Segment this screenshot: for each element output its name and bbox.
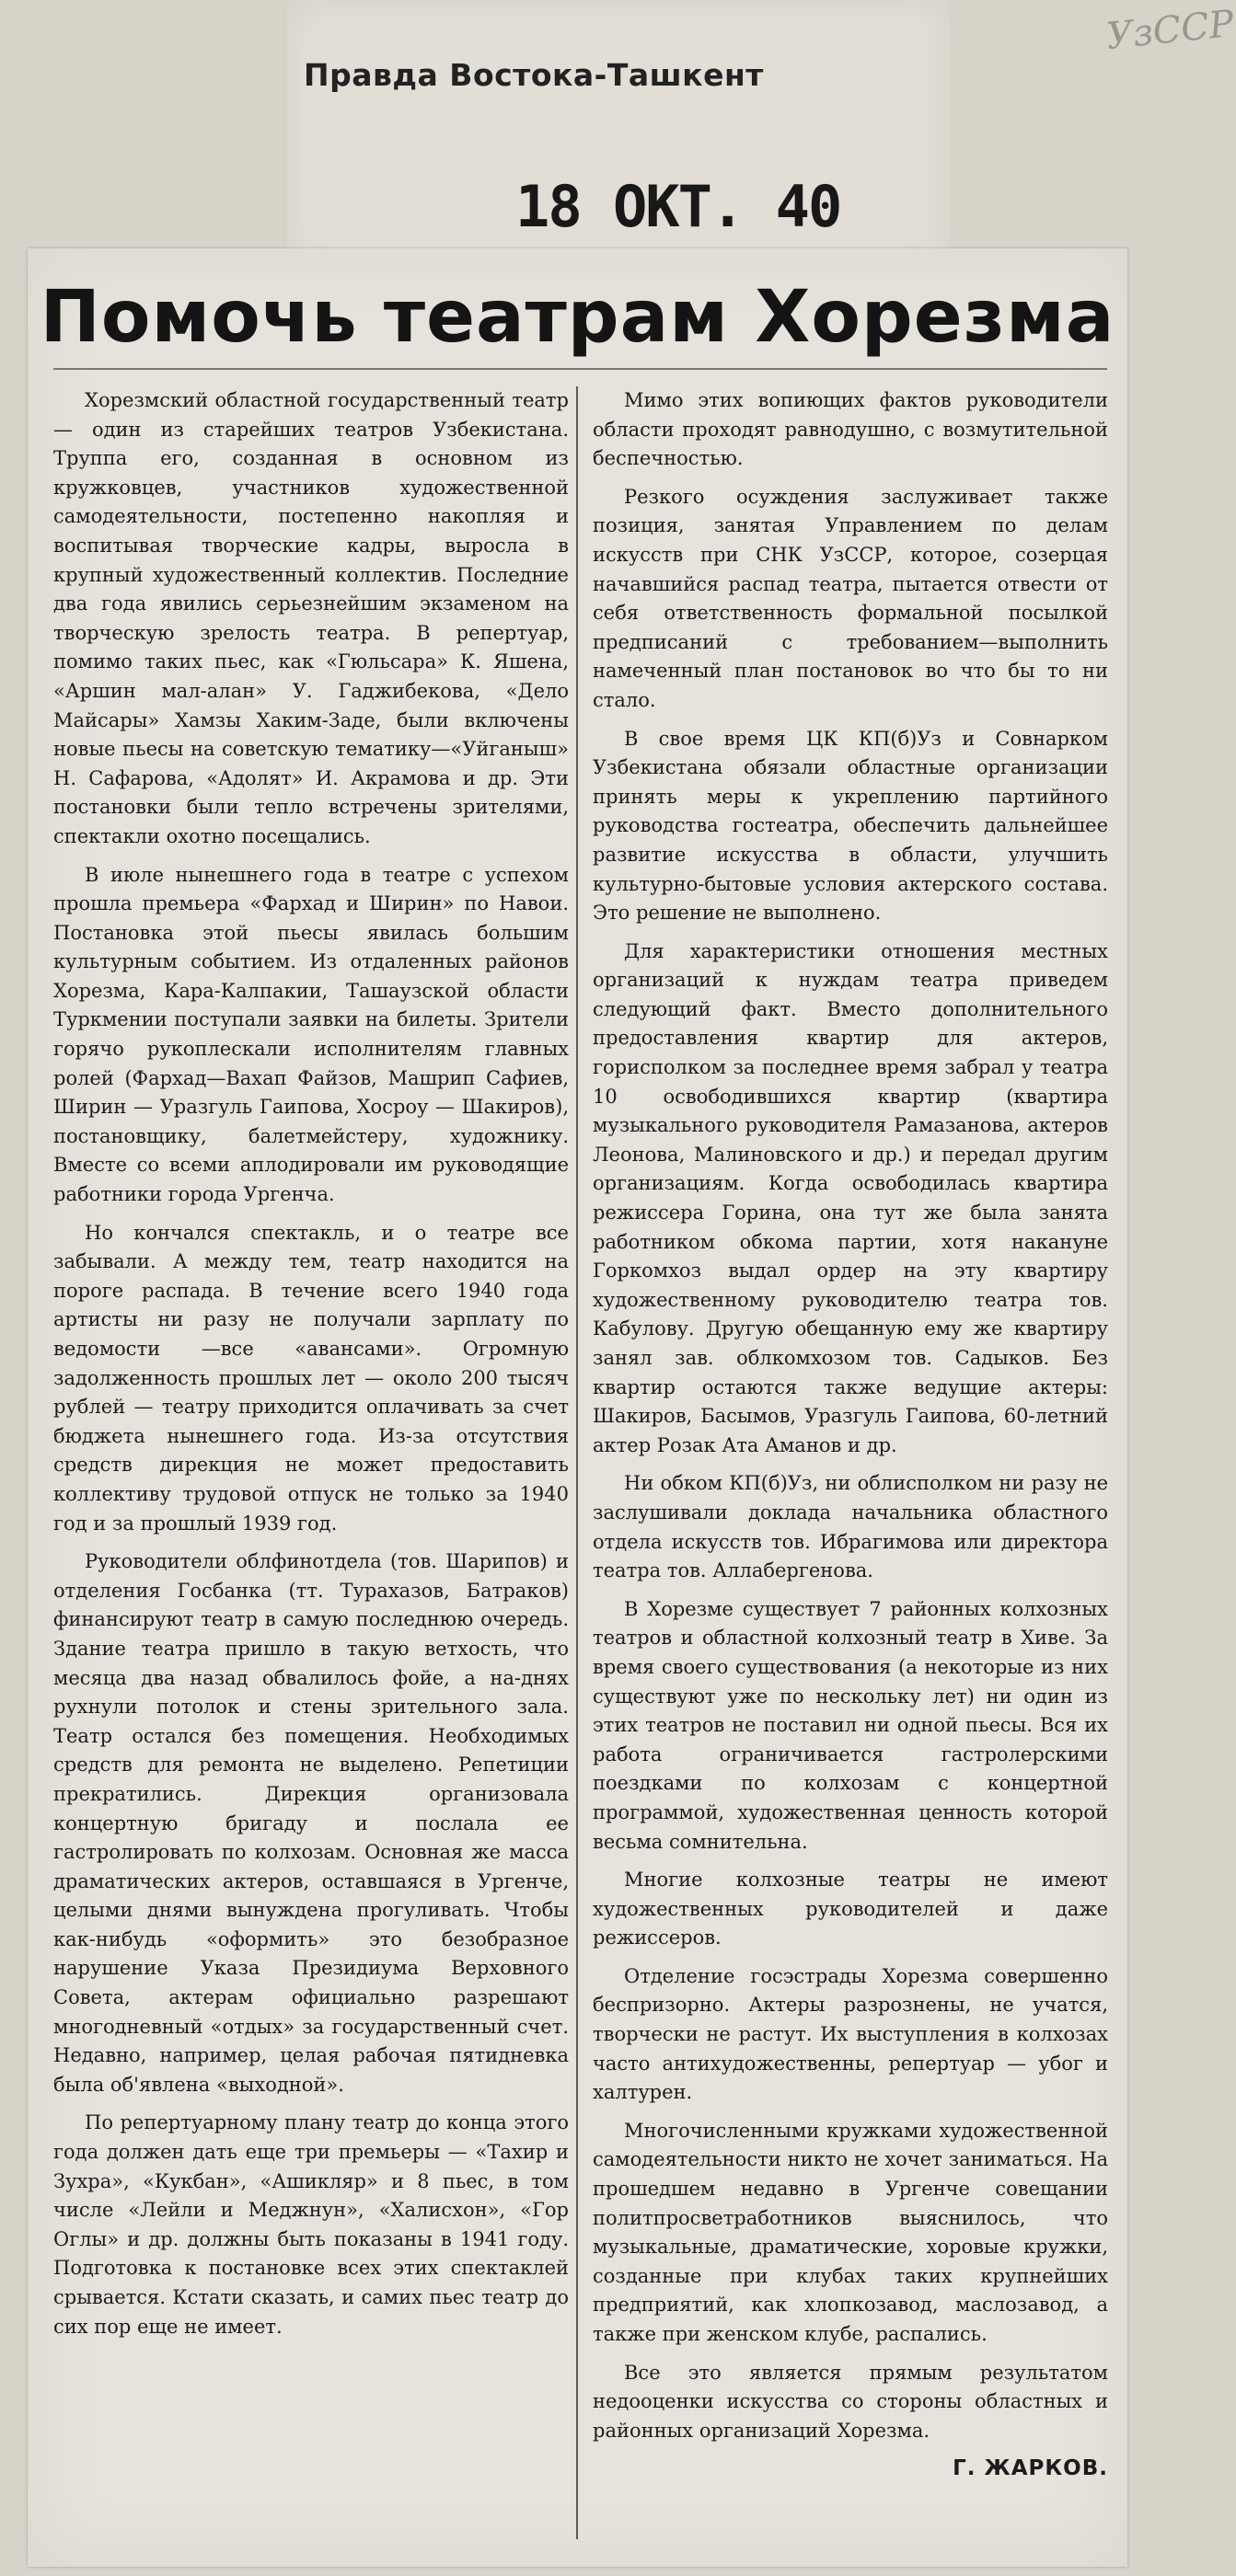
headline-rule [53,368,1107,370]
newspaper-clipping [28,248,1127,2567]
column-divider [576,386,578,2539]
paragraph: Но кончался спектакль, и о театре все забывали. А между тем, театр находится на пороге распада. В течение всего 1940 года артисты ни разу не получали зарплату по ведомости —все «авансами». Огромную задолженность прошлых лет — около 200 тысяч рублей — театру приходится оплачивать за счет бюджета нынешнего года. Из-за отсутствия средств дирекция не может предоставить коллективу трудовой отпуск не только за 1940 год и за прошлый 1939 год. [53,1221,569,1535]
paragraph: Отделение госэстрады Хорезма совершенно беспризорно. Актеры разрознены, не учатся, творчески не растут. Их выступления в колхозах часто антихудожественны, репертуар — убог и халтурен. [593,1964,1108,2104]
date-stamp: 18 ОКТ. 40 [515,173,841,240]
paragraph: Все это является прямым результатом недооценки искусства со стороны областных и районных организаций Хорезма. [593,2361,1108,2442]
paragraph: Многочисленными кружками художественной самодеятельности никто не хочет заниматься. На прошедшем недавно в Ургенче совещании политпросветработников выяснилось, что музыкальные, драматические, хоровые кружки, созданные при клубах таких крупнейших предприятий, как хлопкозавод, маслозавод, а также при женском клубе, распались. [593,2119,1108,2345]
paragraph: По репертуарному плану театр до конца этого года должен дать еще три премьеры — «Тахир и Зухра», «Кукбан», «Ашикляр» и 8 пьес, в том числе «Лейли и Меджнун», «Халисхон», «Гор Оглы» и др. должны быть показаны в 1941 году. Подготовка к постановке всех этих спектаклей срывается. Кстати сказать, и самих пьес театр до сих пор еще не имеет. [53,2111,569,2338]
paragraph: Руководители облфинотдела (тов. Шарипов) и отделения Госбанка (тт. Турахазов, Батраков) финансируют театр в самую последнюю очередь. Здание театра пришло в такую ветхость, что месяца два назад обвалилось фойе, а на-днях рухнули потолок и стены зрительного зала. Театр остался без помещения. Необходимых средств для ремонта не выделено. Репетиции прекратились. Дирекция организовала концертную бригаду и послала ее гастролировать по колхозам. Основная же масса драматических актеров, оставшаяся в Ургенче, целыми днями вынуждена прогуливать. Чтобы как-нибудь «оформить» это безобразное нарушение Указа Президиума Верховного Совета, актерам официально разрешают многодневный «отдых» за государственный счет. Недавно, например, целая рабочая пятидневка была об'явлена «выходной». [53,1550,569,2096]
paragraph: В июле нынешнего года в театре с успехом прошла премьера «Фархад и Ширин» по Навои. Постановка этой пьесы явилась большим культурным событием. Из отдаленных районов Хорезма, Кара-Калпакии, Ташаузской области Туркмении поступали заявки на билеты. Зрители горячо рукоплескали исполнителям главных ролей (Фархад—Вахап Файзов, Машрип Сафиев, Ширин — Уразгуль Гаипова, Хосроу — Шакиров), постановщику, балетмейстеру, художнику. Вместе со всеми аплодировали им руководящие работники города Ургенча. [53,863,569,1206]
paragraph: Ни обком КП(б)Уз, ни облисполком ни разу не заслушивали доклада начальника областного отдела искусств тов. Ибрагимова или директора театра тов. Аллабергенова. [593,1472,1108,1582]
newspaper-source: Правда Востока-Ташкент [304,57,764,93]
paragraph: Многие колхозные театры не имеют художественных руководителей и даже режиссеров. [593,1869,1108,1949]
paragraph: В Хорезме существует 7 районных колхозных театров и областной колхозный театр в Хиве. За время своего существования (а некоторые из них существуют уже по нескольку лет) ни один из этих театров не поставил ни одной пьесы. Вся их работа ограничивается гастролерскими поездками по колхозам с концертной программой, художественная ценность которой весьма сомнительна. [593,1597,1108,1853]
left-column [53,386,569,2351]
article-headline: Помочь театрам Хорезма [40,276,1115,359]
author-signature: Г. ЖАРКОВ. [953,2456,1108,2481]
paragraph: Для характеристики отношения местных организаций к нуждам театра приведем следующий факт. Вместо дополнительного предоставления квартир для актеров, горисполком за последнее время забрал у театра 10 освободившихся квартир (квартира музыкального руководителя Рамазанова, актеров Леонова, Малиновского и др.) и передал другим организациям. Когда освободилась квартира режиссера Горина, она тут же была занята работником обкома партии, хотя накануне Горкомхоз выдал ордер на эту квартиру художественному руководителю театра тов. Кабулову. Другую обещанную ему же квартиру занял зав. облкомхозом тов. Садыков. Без квартир остаются также ведущие актеры: Шакиров, Басымов, Уразгуль Гаипова, 60-летний актер Розак Ата Аманов и др. [593,939,1108,1456]
paragraph: Резкого осуждения заслуживает также позиция, занятая Управлением по делам искусств при СНК УзССР, которое, созерцая начавшийся распад театра, пытается отвести от себя ответственность формальной посылкой предписаний с требованием—выполнить намеченный план постановок во что бы то ни стало. [593,485,1108,711]
paragraph: Хорезмский областной государственный театр — один из старейших театров Узбекистана. Труппа его, созданная в основном из кружковцев, участников художественной самодеятельности, постепенно накопляя и воспитывая творческие кадры, выросла в крупный художественный коллектив. Последние два года явились серьезнейшим экзаменом на творческую зрелость театра. В репертуар, помимо таких пьес, как «Гюльсара» К. Яшена, «Аршин мал-алан» У. Гаджибекова, «Дело Майсары» Хамзы Хаким-Заде, были включены новые пьесы на советскую тематику—«Уйганыш» Н. Сафарова, «Адолят» И. Акрамова и др. Эти постановки были тепло встречены зрителями, спектакли охотно посещались. [53,389,569,847]
archive-mark: УзССР [1103,2,1236,59]
paragraph: Мимо этих вопиющих фактов руководители области проходят равнодушно, с возмутительной беспечностью. [593,389,1108,470]
right-column [593,386,1108,2493]
paragraph: В свое время ЦК КП(б)Уз и Совнарком Узбекистана обязали областные организации принять меры к укреплению партийного руководства гостеатра, обеспечить дальнейшее развитие искусства в области, улучшить культурно-бытовые условия актерского состава. Это решение не выполнено. [593,727,1108,925]
